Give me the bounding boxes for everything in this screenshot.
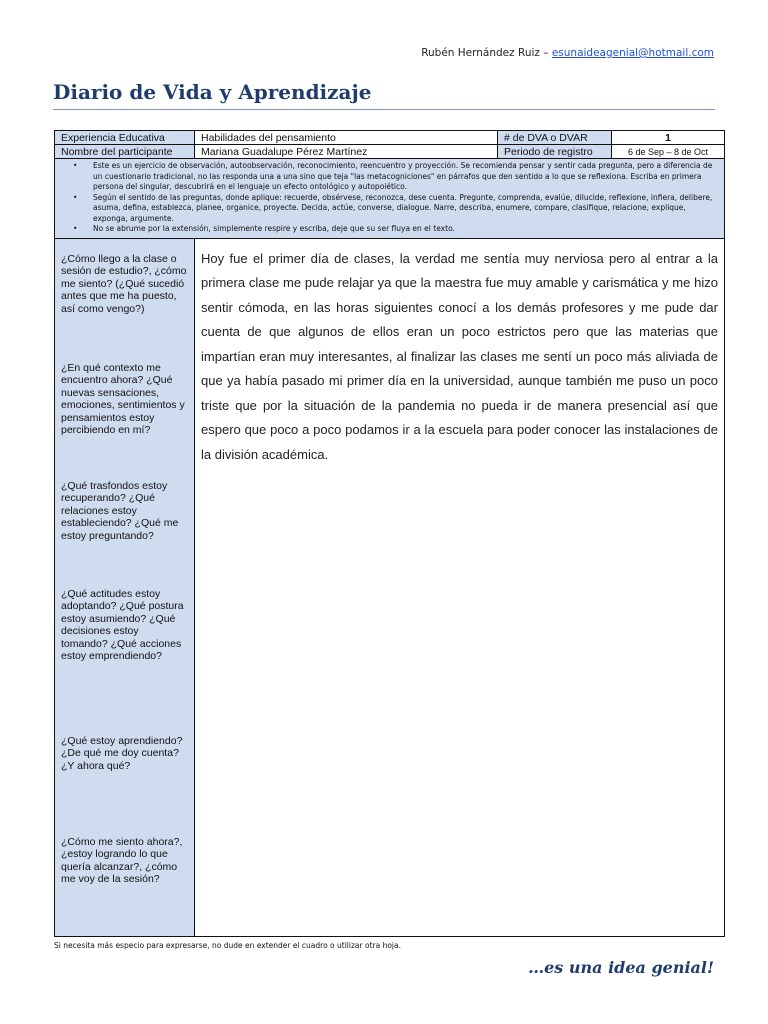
journal-table bbox=[54, 130, 725, 937]
author-name: Rubén Hernández Ruiz – bbox=[421, 47, 549, 59]
participant-label: Nombre del participante bbox=[55, 145, 195, 159]
instruction-item: • Según el sentido de las preguntas, donde aplique: recuerde, obsérvese, reconozca, dese cuenta. Pregunte, comprenda, evalúe, dilucide, reflexione, infiera, delibere, asuma, defina, establezca, planee, organice, proyecte. Decida, actúe, converse, dialogue. Narre, describa, enumere, compare, clasifique, relacione, explique, exponga, argumente. bbox=[73, 193, 718, 225]
header-row-participant bbox=[55, 145, 725, 159]
document-title: Diario de Vida y Aprendizaje bbox=[53, 80, 372, 104]
author-line bbox=[421, 47, 714, 59]
participant-value: Mariana Guadalupe Pérez Martínez bbox=[195, 145, 498, 159]
answer-cell[interactable] bbox=[195, 238, 725, 936]
question-context: ¿En qué contexto me encuentro ahora? ¿Qué nuevas sensaciones, emociones, sentimientos y pensamientos estoy percibiendo en mí? bbox=[61, 361, 185, 437]
answer-text: Hoy fue el primer día de clases, la verdad me sentía muy nerviosa pero al entrar a la primera clase me pude relajar ya que la maestra fue muy amable y carismática y me hizo sentir cómoda, en las horas siguientes conocí a los demás profesores y me pude dar cuenta de que algunos de ellos eran un poco estrictos pero que las materias que impartían eran muy interesantes, al finalizar las clases me sentí un poco más aliviada de que ya había pasado mi primer día en la universidad, aunque también me puso un poco triste que por la situación de la pandemia no pueda ir de manera presencial así que espero que poco a poco podamos ir a la escuela para poder conocer las instalaciones de la división académica. bbox=[201, 250, 718, 462]
course-value: Habilidades del pensamiento bbox=[195, 131, 498, 145]
course-label: Experiencia Educativa bbox=[55, 131, 195, 145]
slogan: …es una idea genial! bbox=[528, 958, 714, 977]
title-divider bbox=[53, 109, 715, 110]
instructions-list bbox=[61, 161, 718, 235]
author-email-link[interactable]: esunaideagenial@hotmail.com bbox=[551, 47, 714, 59]
question-learning: ¿Qué estoy aprendiendo? ¿De qué me doy cuenta? ¿Y ahora qué? bbox=[61, 734, 183, 772]
instruction-item: • Este es un ejercicio de observación, autoobservación, reconocimiento, reencuentro y proyección. Se recomienda pensar y sentir cada pregunta, pero a diferencia de un cuestionario tradicional, no las responda una a una sino que teja "las metacogniciones" en párrafos que den sentido a lo que se reflexiona. Escriba en primera persona del singular, descubrirá en el lenguaje un efecto ontológico y autopoiético. bbox=[73, 161, 718, 193]
questions-cell bbox=[55, 238, 195, 936]
journal-body-row bbox=[55, 238, 725, 936]
instructions-cell bbox=[55, 159, 725, 239]
period-value: 6 de Sep – 8 de Oct bbox=[612, 145, 725, 159]
question-attitudes: ¿Qué actitudes estoy adoptando? ¿Qué postura estoy asumiendo? ¿Qué decisiones estoy tomando? ¿Qué acciones estoy emprendiendo? bbox=[61, 587, 184, 663]
header-row-course bbox=[55, 131, 725, 145]
questions-column bbox=[55, 239, 194, 916]
dva-label: # de DVA o DVAR bbox=[498, 131, 612, 145]
question-feeling-now: ¿Cómo me siento ahora?, ¿estoy logrando lo que quería alcanzar?, ¿cómo me voy de la sesión? bbox=[61, 835, 183, 886]
dva-value: 1 bbox=[612, 131, 725, 145]
period-label: Periodo de registro bbox=[498, 145, 612, 159]
footnote: Si necesita más especio para expresarse, no dude en extender el cuadro o utilizar otra hoja. bbox=[54, 941, 401, 950]
instructions-row bbox=[55, 159, 725, 239]
question-background: ¿Qué trasfondos estoy recuperando? ¿Qué relaciones estoy estableciendo? ¿Qué me estoy preguntando? bbox=[61, 479, 179, 542]
question-arrival: ¿Cómo llego a la clase o sesión de estudio?, ¿cómo me siento? (¿Qué sucedió antes que me ha puesto, así como vengo?) bbox=[61, 252, 187, 315]
instruction-item: • No se abrume por la extensión, simplemente respire y escriba, deje que su ser fluya en el texto. bbox=[73, 224, 718, 235]
